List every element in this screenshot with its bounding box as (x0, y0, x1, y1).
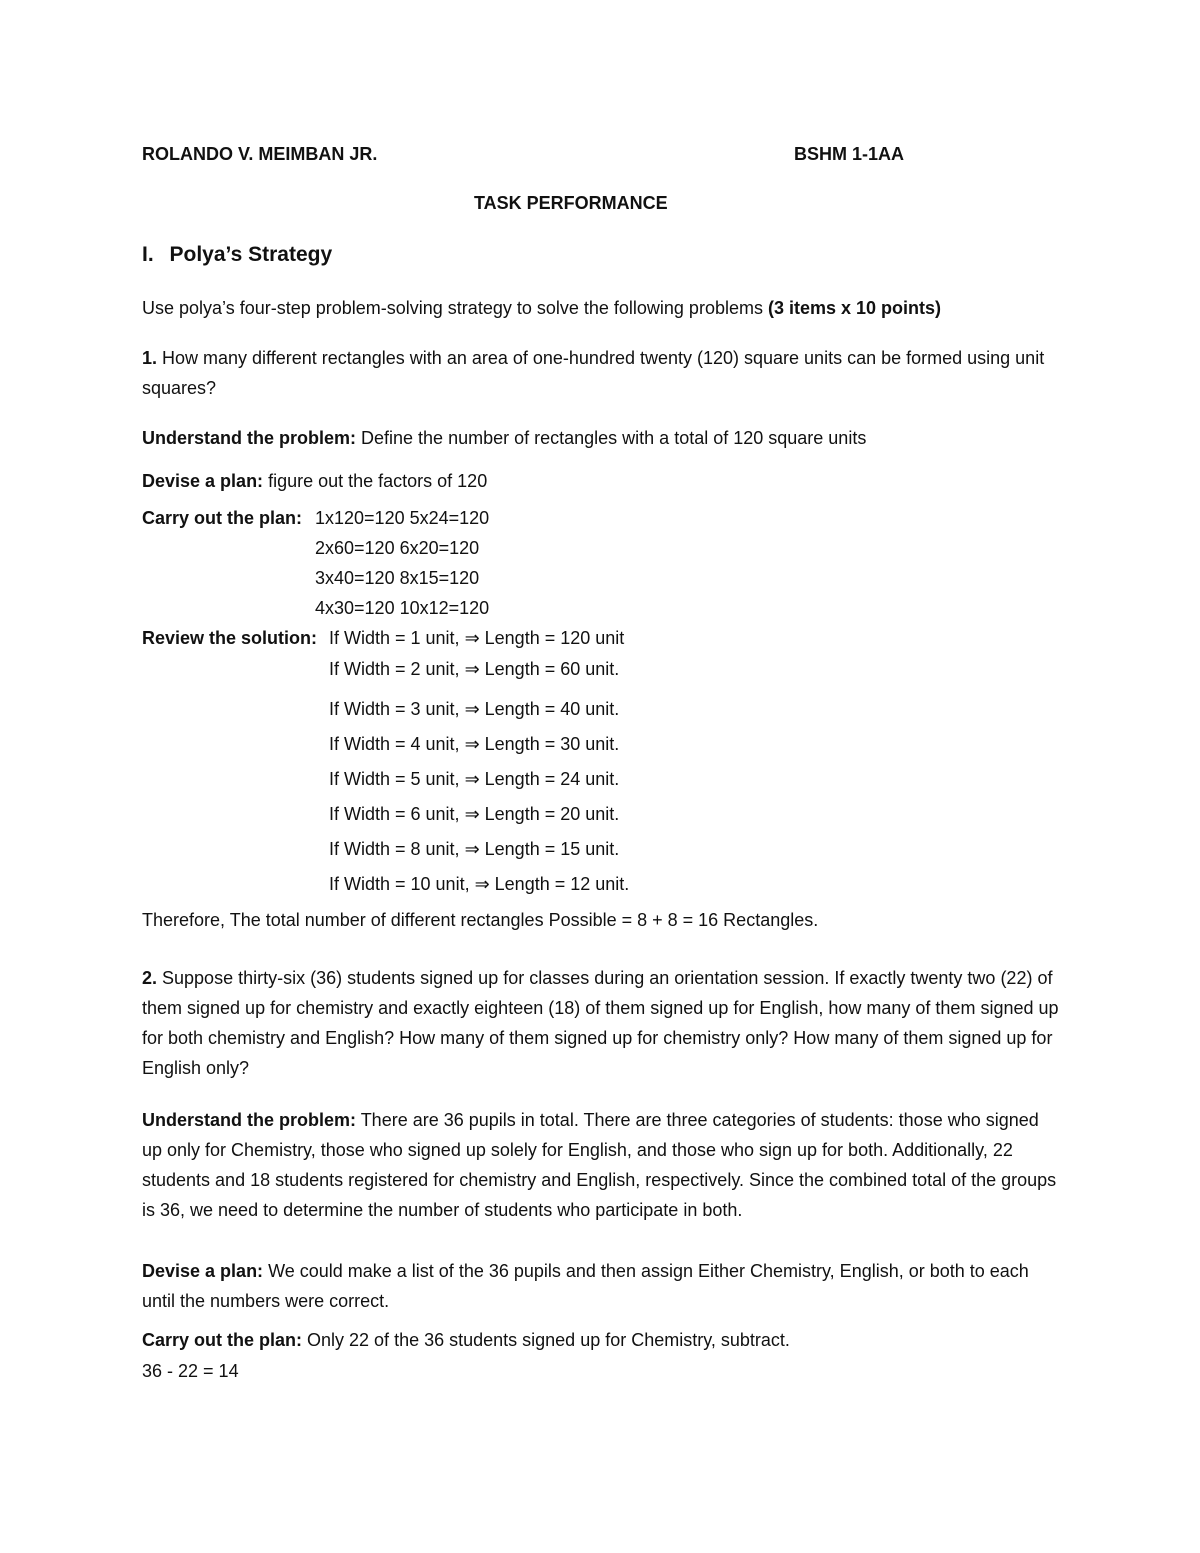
problem-1-number: 1. (142, 348, 158, 368)
section-heading (142, 243, 332, 267)
problem-1-review-label: Review the solution: (142, 628, 318, 648)
problem-1-text: How many different rectangles with an area of one-hundred twenty (120) square units can be formed using unit squares? (142, 348, 1045, 398)
problem-1-carry-label: Carry out the plan: (142, 508, 303, 528)
review-row: If Width = 10 unit, ⇒ Length = 12 unit. (329, 874, 630, 894)
devise-label: Devise a plan: (142, 471, 264, 491)
author-name: ROLANDO V. MEIMBAN JR. (142, 144, 378, 164)
course-section: BSHM 1-1AA (794, 144, 905, 164)
understand-label: Understand the problem: (142, 428, 357, 448)
problem-2-equation: 36 - 22 = 14 (142, 1361, 239, 1381)
problem-2-understand (142, 1105, 1062, 1225)
review-row: If Width = 1 unit, ⇒ Length = 120 unit (329, 628, 625, 648)
devise-text: We could make a list of the 36 pupils and then assign Either Chemistry, English, or both to each until the numbers were correct. (142, 1261, 1029, 1311)
section-number: I. (142, 243, 154, 266)
factor-row: 3x40=120 8x15=120 (315, 568, 480, 588)
review-row: If Width = 8 unit, ⇒ Length = 15 unit. (329, 839, 620, 859)
factor-row: 1x120=120 5x24=120 (315, 508, 490, 528)
review-row: If Width = 5 unit, ⇒ Length = 24 unit. (329, 769, 620, 789)
instructions-text: Use polya’s four-step problem-solving strategy to solve the following problems (142, 298, 768, 318)
document-title: TASK PERFORMANCE (474, 193, 668, 213)
problem-2-question (142, 963, 1062, 1083)
factor-row: 2x60=120 6x20=120 (315, 538, 480, 558)
review-row: If Width = 4 unit, ⇒ Length = 30 unit. (329, 734, 620, 754)
understand-text: There are 36 pupils in total. There are three categories of students: those who signed up only for Chemistry, those who signed up solely for English, and those who sign up for both. Additionally, 22 students and 18 students registered for chemistry and English, respectively. Since the combined total of the groups is 36, we need to determine the number of students who participate in both. (142, 1110, 1057, 1220)
devise-label: Devise a plan: (142, 1261, 264, 1281)
review-row: If Width = 6 unit, ⇒ Length = 20 unit. (329, 804, 620, 824)
review-row: If Width = 3 unit, ⇒ Length = 40 unit. (329, 699, 620, 719)
understand-text: Define the number of rectangles with a total of 120 square units (356, 428, 867, 448)
problem-2-number: 2. (142, 968, 158, 988)
problem-1-conclusion: Therefore, The total number of different rectangles Possible = 8 + 8 = 16 Rectangles. (142, 910, 819, 930)
carry-label: Carry out the plan: (142, 1330, 303, 1350)
problem-1-devise (142, 466, 1062, 496)
section-title: Polya’s Strategy (169, 243, 333, 266)
factor-row: 4x30=120 10x12=120 (315, 598, 490, 618)
review-row: If Width = 2 unit, ⇒ Length = 60 unit. (329, 659, 620, 679)
instructions-points: (3 items x 10 points) (767, 298, 942, 318)
devise-text: figure out the factors of 120 (263, 471, 488, 491)
understand-label: Understand the problem: (142, 1110, 357, 1130)
problem-2-devise (142, 1256, 1062, 1316)
instructions (142, 293, 1062, 323)
problem-2-carry (142, 1325, 1062, 1355)
problem-1-understand (142, 423, 1062, 453)
problem-2-text: Suppose thirty-six (36) students signed up for classes during an orientation session. If exactly twenty two (22) of them signed up for chemistry and exactly eighteen (18) of them signed up for English, how many of them signed up for both chemistry and English? How many of them signed up for chemistry only? How many of them signed up for English only? (142, 968, 1059, 1078)
problem-1-question (142, 343, 1062, 403)
carry-text: Only 22 of the 36 students signed up for Chemistry, subtract. (302, 1330, 790, 1350)
